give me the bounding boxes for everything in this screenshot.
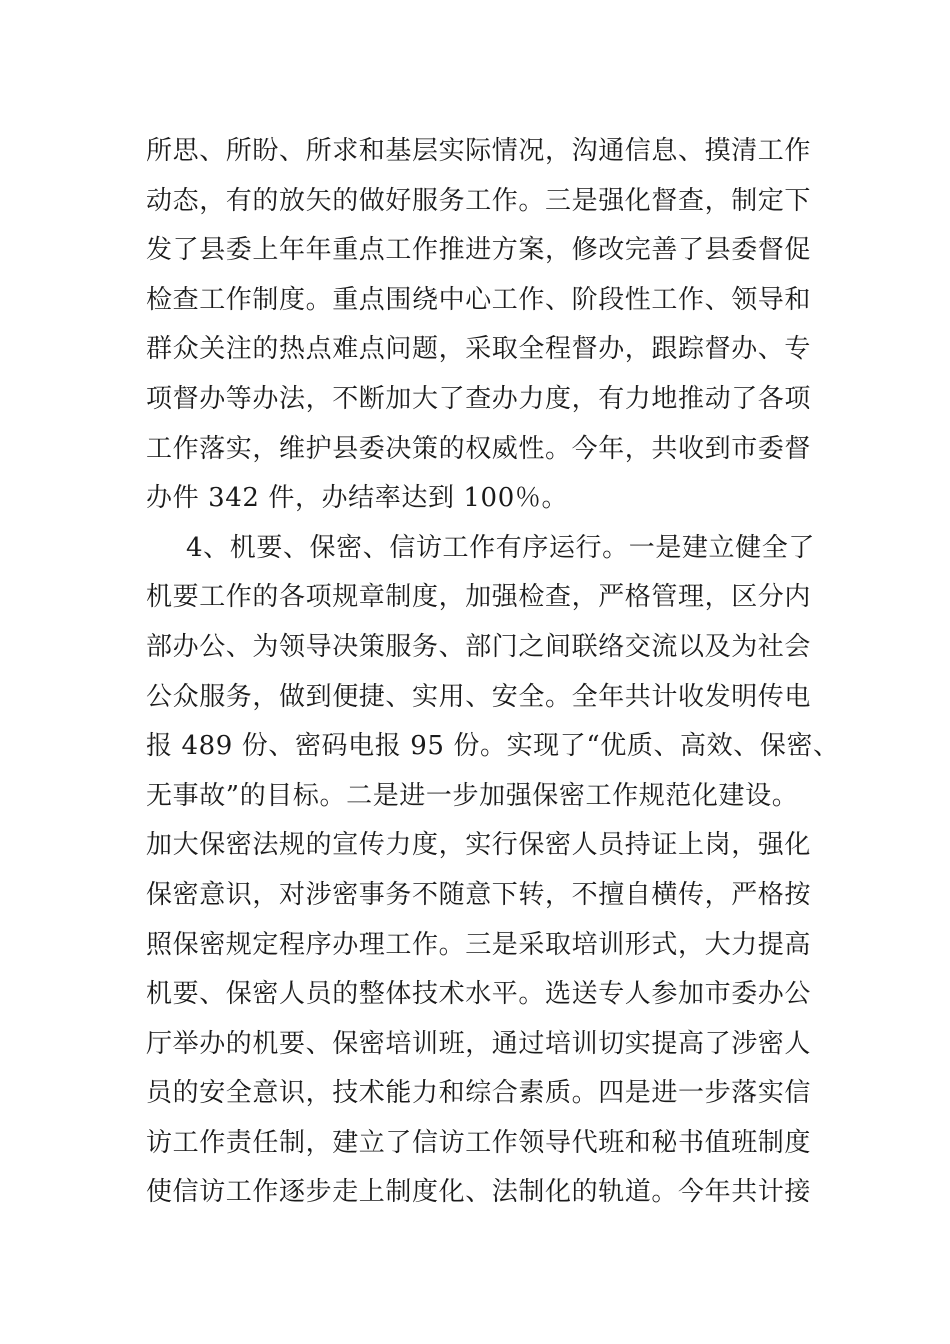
text-line: 动态，有的放矢的做好服务工作。三是强化督查，制定下 bbox=[146, 185, 812, 216]
text-line: 使信访工作逐步走上制度化、法制化的轨道。今年共计接 bbox=[146, 1177, 812, 1208]
text-line: 厅举办的机要、保密培训班，通过培训切实提高了涉密人 bbox=[146, 1028, 812, 1059]
text-line: 检查工作制度。重点围绕中心工作、阶段性工作、领导和 bbox=[146, 284, 812, 315]
text-line: 工作落实，维护县委决策的权威性。今年，共收到市委督 bbox=[146, 433, 812, 464]
text-line: 加大保密法规的宣传力度，实行保密人员持证上岗，强化 bbox=[146, 830, 812, 861]
text-line: 无事故”的目标。二是进一步加强保密工作规范化建设。 bbox=[146, 780, 799, 811]
text-line: 报 489 份、密码电报 95 份。实现了“优质、高效、保密、 bbox=[146, 731, 840, 762]
text-line: 机要工作的各项规章制度，加强检查，严格管理，区分内 bbox=[146, 582, 812, 613]
text-line: 照保密规定程序办理工作。三是采取培训形式，大力提高 bbox=[146, 929, 812, 960]
text-line: 项督办等办法，不断加大了查办力度，有力地推动了各项 bbox=[146, 383, 812, 414]
text-line: 发了县委上年年重点工作推进方案，修改完善了县委督促 bbox=[146, 235, 812, 266]
body-text bbox=[146, 127, 846, 1218]
text-line: 部办公、为领导决策服务、部门之间联络交流以及为社会 bbox=[146, 631, 812, 662]
text-line: 员的安全意识，技术能力和综合素质。四是进一步落实信 bbox=[146, 1078, 812, 1109]
text-line: 公众服务，做到便捷、实用、安全。全年共计收发明传电 bbox=[146, 681, 812, 712]
text-line: 办件 342 件，办结率达到 100％。 bbox=[146, 483, 569, 514]
text-line: 所思、所盼、所求和基层实际情况，沟通信息、摸清工作 bbox=[146, 136, 812, 166]
text-line: 群众关注的热点难点问题，采取全程督办，跟踪督办、专 bbox=[146, 334, 812, 365]
text-line: 访工作责任制，建立了信访工作领导代班和秘书值班制度 bbox=[146, 1127, 812, 1158]
text-line: 保密意识，对涉密事务不随意下转，不擅自横传，严格按 bbox=[146, 879, 812, 910]
paragraph-start-line: 4、机要、保密、信访工作有序运行。一是建立健全了 bbox=[186, 532, 815, 563]
text-line: 机要、保密人员的整体技术水平。选送专人参加市委办公 bbox=[146, 979, 812, 1010]
